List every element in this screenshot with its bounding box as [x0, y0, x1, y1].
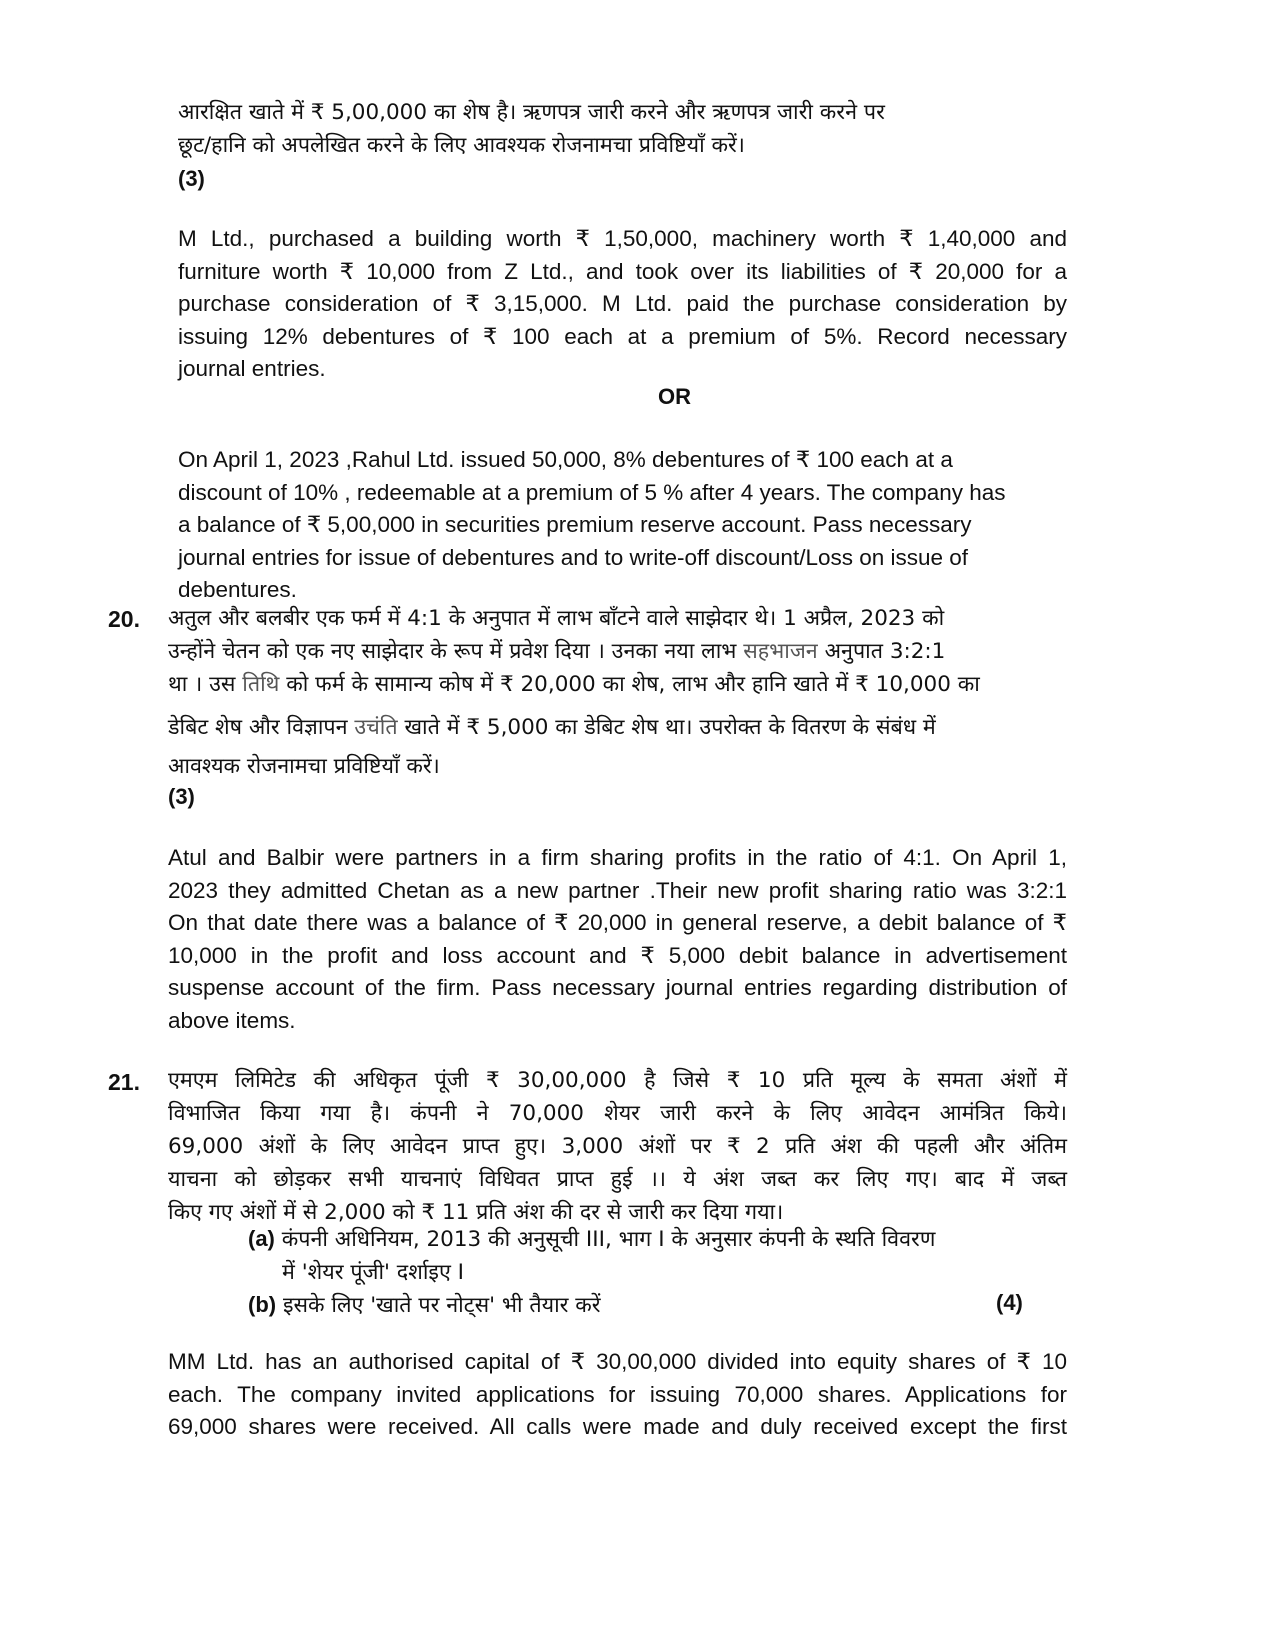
q21-hindi-text — [168, 1064, 1067, 1229]
q20-hindi-line: उन्होंने चेतन को एक नए साझेदार के रूप में प्रवेश दिया । उनका नया लाभ सहभाजन अनुपात 3:2:1 — [168, 639, 946, 664]
q20-english-line: On that date there was a balance of ₹ 20,000 in general reserve, a debit balance of ₹ — [168, 910, 1067, 935]
q19-english-line: journal entries. — [178, 356, 326, 381]
q20-marks: (3) — [168, 784, 195, 809]
q21-hindi-line: किए गए अंशों में से 2,000 को ₹ 11 प्रति अंश की दर से जारी कर दिया गया। — [168, 1200, 784, 1225]
q20-english-line: suspense account of the firm. Pass necessary journal entries regarding distribution of — [168, 975, 1067, 1000]
question-number-21: 21. — [108, 1069, 140, 1095]
q21-sub-b-label: (b) — [248, 1292, 277, 1317]
q21-sub-a-label: (a) — [248, 1226, 275, 1251]
question-number-20: 20. — [108, 606, 140, 632]
q21-sub-a-text: कंपनी अधिनियम, 2013 की अनुसूची III, भाग I के अनुसार कंपनी के स्थति विवरण — [281, 1227, 936, 1252]
q19-hindi-text — [178, 96, 1058, 162]
q20-english-line: Atul and Balbir were partners in a firm sharing profits in the ratio of 4:1. On April 1, — [168, 845, 1067, 870]
or-divider: OR — [658, 384, 691, 409]
q19-hindi-line: छूट/हानि को अपलेखित करने के लिए आवश्यक रोजनामचा प्रविष्टियाँ करें। — [178, 133, 745, 158]
q21-marks: (4) — [996, 1290, 1023, 1315]
q20-english-text — [168, 842, 1067, 1037]
q19-alt-line: discount of 10% , redeemable at a premium of 5 % after 4 years. The company has — [178, 479, 1006, 505]
q20-hindi-text — [168, 602, 1068, 783]
q19-english-line: furniture worth ₹ 10,000 from Z Ltd., and took over its liabilities of ₹ 20,000 for a — [178, 258, 1067, 284]
q21-hindi-line: एमएम लिमिटेड की अधिकृत पूंजी ₹ 30,00,000 है जिसे ₹ 10 प्रति मूल्य के समता अंशों में — [168, 1068, 1067, 1093]
q20-english-line: above items. — [168, 1007, 296, 1033]
q19-english-line: M Ltd., purchased a building worth ₹ 1,50,000, machinery worth ₹ 1,40,000 and — [178, 226, 1067, 251]
q19-alt-line: journal entries for issue of debentures and to write-off discount/Loss on issue of — [178, 544, 969, 570]
q20-english-line: 2023 they admitted Chetan as a new partner .Their new profit sharing ratio was 3:2:1 — [168, 877, 1067, 903]
q19-alt-line: debentures. — [178, 577, 297, 602]
q20-hindi-line: अतुल और बलबीर एक फर्म में 4:1 के अनुपात में लाभ बाँटने वाले साझेदार थे। 1 अप्रैल, 2023 को — [168, 606, 945, 631]
q20-english-line: 10,000 in the profit and loss account and ₹ 5,000 debit balance in advertisement — [168, 942, 1067, 968]
q21-english-line: 69,000 shares were received. All calls were made and duly received except the first — [168, 1414, 1067, 1439]
q19-alt-line: On April 1, 2023 ,Rahul Ltd. issued 50,000, 8% debentures of ₹ 100 each at a — [178, 447, 953, 472]
q21-sub-b-text: इसके लिए 'खाते पर नोट्स' भी तैयार करें — [282, 1293, 601, 1318]
q21-sub-a — [248, 1222, 1068, 1289]
q20-hindi-line: आवश्यक रोजनामचा प्रविष्टियाँ करें। — [168, 754, 440, 779]
q21-english-line: MM Ltd. has an authorised capital of ₹ 30,00,000 divided into equity shares of ₹ 10 — [168, 1349, 1067, 1374]
q19-english-text — [178, 223, 1067, 386]
q19-hindi-line: आरक्षित खाते में ₹ 5,00,000 का शेष है। ऋणपत्र जारी करने और ऋणपत्र जारी करने पर — [178, 100, 885, 125]
q19-marks: (3) — [178, 166, 205, 191]
q21-sub-b — [248, 1288, 948, 1322]
q21-english-text — [168, 1346, 1067, 1444]
q21-hindi-line: 69,000 अंशों के लिए आवेदन प्राप्त हुए। 3,000 अंशों पर ₹ 2 प्रति अंश की पहली और अंतिम — [168, 1134, 1067, 1159]
q20-hindi-line: था । उस तिथि को फर्म के सामान्य कोष में ₹ 20,000 का शेष, लाभ और हानि खाते में ₹ 10,000 का — [168, 672, 980, 697]
q21-hindi-line: याचना को छोड़कर सभी याचनाएं विधिवत प्राप्त हुई ।। ये अंश जब्त कर लिए गए। बाद में जब्त — [168, 1167, 1067, 1192]
q19-alt-line: a balance of ₹ 5,00,000 in securities premium reserve account. Pass necessary — [178, 512, 972, 537]
q21-hindi-line: विभाजित किया गया है। कंपनी ने 70,000 शेयर जारी करने के लिए आवेदन आमंत्रित किये। — [168, 1101, 1067, 1126]
q21-sub-a-text-line2: में 'शेयर पूंजी' दर्शाइए I — [282, 1260, 465, 1285]
q19-english-line: issuing 12% debentures of ₹ 100 each at a premium of 5%. Record necessary — [178, 323, 1067, 349]
q20-hindi-line: डेबिट शेष और विज्ञापन उचंति खाते में ₹ 5,000 का डेबिट शेष था। उपरोक्त के वितरण के संबंध में — [168, 715, 936, 740]
q21-english-line: each. The company invited applications for issuing 70,000 shares. Applications for — [168, 1381, 1067, 1407]
q19-english-line: purchase consideration of ₹ 3,15,000. M Ltd. paid the purchase consideration by — [178, 291, 1067, 316]
q19-alternative-text — [178, 444, 1078, 607]
